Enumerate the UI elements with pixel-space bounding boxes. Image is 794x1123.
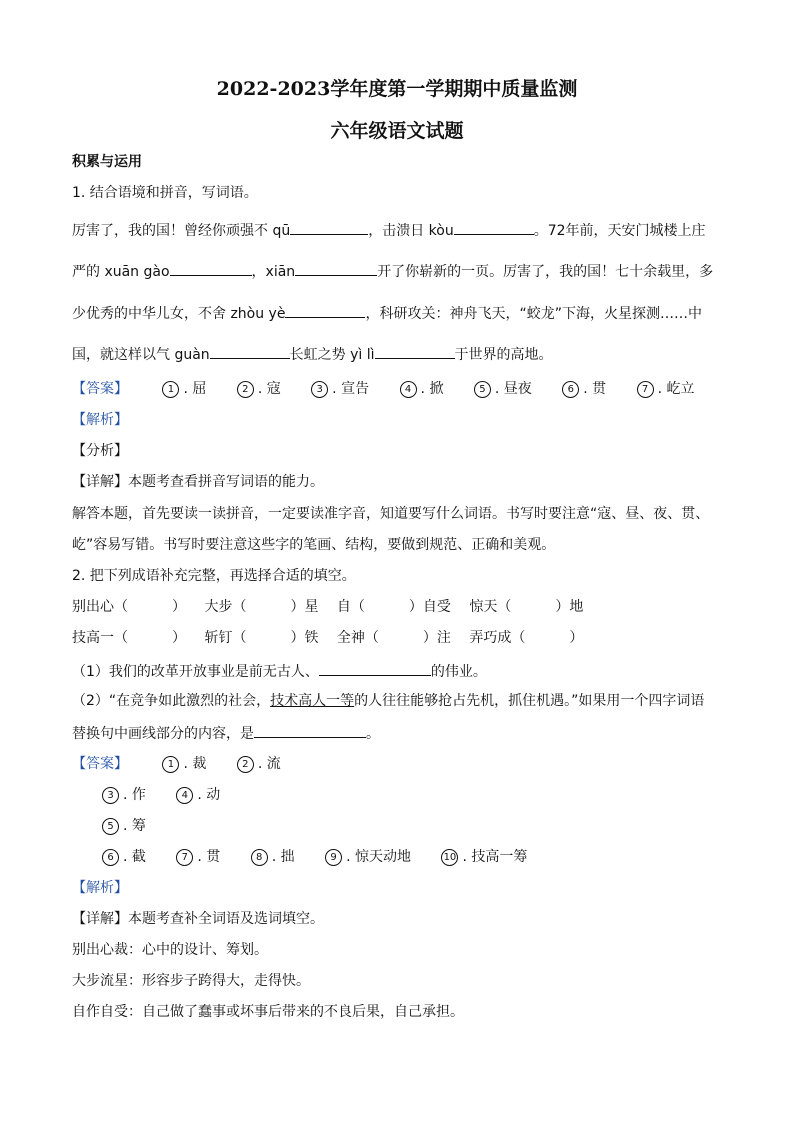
explanation-line: 大步流星：形容步子跨得大，走得快。 [72, 973, 310, 989]
answer-blank [295, 260, 377, 276]
answer-item: 7 . 贯 [176, 847, 220, 867]
text-segment: 。72年前，天安门城楼上庄 [533, 223, 706, 239]
underlined-phrase: 技术高人一等 [270, 693, 355, 709]
idiom-part: ） [172, 599, 186, 615]
answer-text: 拙 [280, 849, 295, 865]
answer-number: 2 [237, 381, 254, 398]
answer-item: 3 . 作 [102, 785, 146, 805]
answer-item: 6 . 截 [102, 847, 146, 867]
text-segment: 于世界的高地。 [454, 347, 553, 363]
text-segment: 。 [366, 726, 380, 742]
answer-blank [210, 343, 290, 359]
idiom-part: ）铁 [290, 630, 319, 646]
answer-text: 作 [131, 787, 146, 803]
answer-blank [170, 260, 252, 276]
answer-item: 5 . 昼夜 [474, 379, 532, 399]
sentence-2-continued [72, 722, 380, 744]
answer-item: 2 . 流 [237, 754, 281, 774]
text-segment: 国，就这样以气 guàn [72, 347, 210, 363]
answer-number: 7 [637, 381, 654, 398]
answer-text: 宣告 [341, 381, 370, 397]
text-segment: ，击溃日 kòu [368, 223, 454, 239]
explanation-line: 别出心裁：心中的设计、筹划。 [72, 942, 268, 958]
question-1-answer-row [72, 379, 721, 399]
answer-number: 5 [474, 381, 491, 398]
text-segment: 开了你崭新的一页。厉害了，我的国！七十余载里，多 [377, 264, 714, 280]
text-segment: 少优秀的中华儿女，不舍 zhòu yè [72, 306, 286, 322]
answer-item: 8 . 拙 [251, 847, 295, 867]
answer-number: 3 [102, 787, 119, 804]
question-2-answer-row-2 [102, 785, 246, 805]
sentence-2 [72, 691, 704, 711]
answer-text: 屹立 [666, 381, 695, 397]
page-title: 2022-2023学年度第一学期期中质量监测 [216, 78, 578, 100]
answer-number: 4 [176, 787, 193, 804]
answer-number: 2 [237, 756, 254, 773]
answer-text: 贯 [206, 849, 221, 865]
question-1-line-3 [72, 302, 702, 324]
text-segment: ，科研攻关：神舟飞天，“蛟龙”下海，火星探测……中 [365, 306, 702, 322]
answer-number: 8 [251, 849, 268, 866]
idiom-part: 斩钉（ [204, 630, 247, 646]
answer-item: 5 . 筹 [102, 816, 146, 836]
answer-number: 5 [102, 818, 119, 835]
idiom-part: 弄巧成（ [469, 630, 526, 646]
idiom-part: 别出心（ [72, 599, 128, 615]
answer-number: 6 [102, 849, 119, 866]
answer-text: 掀 [429, 381, 444, 397]
answer-blank [254, 722, 366, 738]
answer-item: 1 . 屈 [162, 379, 206, 399]
question-2-prompt: 2. 把下列成语补充完整，再选择合适的填空。 [72, 568, 356, 584]
explanation-line: 自作自受：自己做了蠢事或坏事后带来的不良后果，自己承担。 [72, 1004, 464, 1020]
answer-text: 动 [206, 787, 221, 803]
detail-line: 屹”容易写错。书写时要注意这些字的笔画、结构，要做到规范、正确和美观。 [72, 537, 556, 553]
idiom-part: ） [569, 630, 584, 646]
answer-text: 惊天动地 [354, 849, 411, 865]
text-segment: 的人往往能够抢占先机，抓住机遇。”如果用一个四字词语 [354, 693, 705, 709]
section-heading: 积累与运用 [72, 154, 142, 170]
answer-text: 技高一筹 [471, 849, 528, 865]
text-segment: 的伟业。 [430, 664, 487, 680]
question-1-line-2 [72, 260, 713, 282]
answer-item: 7 . 屹立 [637, 379, 695, 399]
question-1-line-4 [72, 343, 553, 365]
answer-text: 截 [131, 849, 146, 865]
answer-number: 9 [325, 849, 342, 866]
answer-item: 1 . 裁 [162, 754, 206, 774]
answer-blank [290, 219, 368, 235]
text-segment: ，xiān [251, 264, 296, 280]
idiom-part: 全神（ [336, 630, 379, 646]
answer-number: 10 [441, 849, 458, 866]
idiom-part: ）自受 [408, 599, 451, 615]
idiom-part: ）地 [555, 599, 584, 615]
idiom-part: ）注 [422, 630, 451, 646]
answer-item: 3 . 宣告 [311, 379, 369, 399]
analysis-tag: 【解析】 [72, 412, 128, 428]
answer-number: 3 [311, 381, 328, 398]
answer-tag: 【答案】 [72, 381, 128, 397]
text-segment: 长虹之势 yì lì [289, 347, 375, 363]
answer-item: 2 . 寇 [237, 379, 281, 399]
answer-text: 寇 [266, 381, 281, 397]
idiom-part: 惊天（ [469, 599, 512, 615]
answer-text: 贯 [592, 381, 607, 397]
answer-text: 筹 [131, 818, 146, 834]
answer-tag: 【答案】 [72, 756, 128, 772]
answer-number: 1 [162, 756, 179, 773]
answer-text: 屈 [192, 381, 207, 397]
idiom-part: ）星 [290, 599, 319, 615]
question-1-prompt: 1. 结合语境和拼音，写词语。 [72, 185, 258, 201]
text-segment: 严的 xuān gào [72, 264, 170, 280]
answer-item: 9 . 惊天动地 [325, 847, 411, 867]
question-1-line-1 [72, 219, 706, 241]
detail-line: 【详解】本题考查补全词语及选词填空。 [72, 911, 324, 927]
text-segment: （1）我们的改革开放事业是前无古人、 [72, 664, 319, 680]
text-segment: 厉害了，我的国！曾经你顽强不 qū [72, 223, 291, 239]
idiom-part: 自（ [336, 599, 365, 615]
answer-item: 6 . 贯 [562, 379, 606, 399]
answer-number: 4 [400, 381, 417, 398]
answer-number: 6 [562, 381, 579, 398]
idiom-row-1 [72, 597, 583, 617]
question-2-answer-row-1 [72, 754, 307, 774]
answer-text: 流 [266, 756, 281, 772]
question-2-answer-row-4 [102, 847, 553, 867]
answer-item: 4 . 动 [176, 785, 220, 805]
answer-item: 4 . 掀 [400, 379, 444, 399]
question-2-answer-row-3 [102, 816, 172, 836]
answer-number: 1 [162, 381, 179, 398]
idiom-row-2 [72, 628, 583, 648]
idiom-part: 大步（ [204, 599, 247, 615]
answer-text: 裁 [192, 756, 207, 772]
analysis-subtag: 【分析】 [72, 443, 128, 459]
answer-blank [285, 302, 365, 318]
answer-blank [319, 660, 431, 676]
detail-line: 解答本题，首先要读一读拼音，一定要读准字音，知道要写什么词语。书写时要注意“寇、昼、夜、贯、 [72, 506, 710, 522]
answer-blank [454, 219, 534, 235]
analysis-tag: 【解析】 [72, 880, 128, 896]
idiom-part: ） [172, 630, 186, 646]
answer-number: 7 [176, 849, 193, 866]
answer-item: 10 . 技高一筹 [441, 847, 527, 867]
answer-blank [375, 343, 455, 359]
sentence-1 [72, 660, 487, 682]
text-segment: （2）“在竞争如此激烈的社会， [72, 693, 271, 709]
idiom-part: 技高一（ [72, 630, 128, 646]
text-segment: 替换句中画线部分的内容，是 [72, 726, 254, 742]
answer-text: 昼夜 [503, 381, 532, 397]
page-subtitle: 六年级语文试题 [330, 120, 464, 142]
detail-line: 【详解】本题考查看拼音写词语的能力。 [72, 474, 324, 490]
